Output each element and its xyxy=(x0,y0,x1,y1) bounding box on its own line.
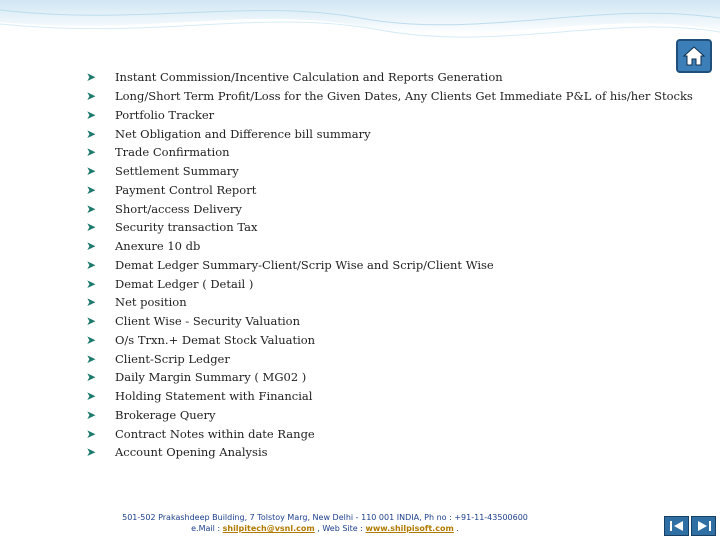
list-item xyxy=(84,199,704,218)
list-item xyxy=(84,387,704,406)
slide-navigation xyxy=(664,516,716,536)
bullet-arrow-icon: ➤ xyxy=(85,145,97,160)
list-item-text: O/s Trxn.+ Demat Stock Valuation xyxy=(115,332,316,347)
list-item xyxy=(84,237,704,256)
list-item xyxy=(84,368,704,387)
list-item xyxy=(84,349,704,368)
list-item xyxy=(84,143,704,162)
list-item-text: Trade Confirmation xyxy=(115,145,230,160)
list-item-text: Anexure 10 db xyxy=(115,239,201,254)
list-item xyxy=(84,68,704,87)
next-arrow-icon xyxy=(695,519,713,533)
list-item xyxy=(84,124,704,143)
list-item-text: Net Obligation and Difference bill summary xyxy=(115,126,371,141)
list-item-text: Holding Statement with Financial xyxy=(115,389,313,404)
prev-arrow-icon xyxy=(668,519,686,533)
list-item-text: Demat Ledger ( Detail ) xyxy=(115,276,254,291)
bullet-arrow-icon: ➤ xyxy=(85,126,97,141)
list-item-text: Brokerage Query xyxy=(115,407,216,422)
bullet-arrow-icon: ➤ xyxy=(85,89,97,104)
list-item xyxy=(84,162,704,181)
list-item xyxy=(84,312,704,331)
list-item xyxy=(84,106,704,125)
bullet-arrow-icon: ➤ xyxy=(85,314,97,329)
prev-slide-button[interactable] xyxy=(664,516,689,536)
footer-website-link[interactable]: www.shilpisoft.com xyxy=(365,524,454,533)
bullet-arrow-icon: ➤ xyxy=(85,182,97,197)
footer-website-label: , Web Site : xyxy=(314,524,366,533)
next-slide-button[interactable] xyxy=(691,516,716,536)
bullet-arrow-icon: ➤ xyxy=(85,107,97,122)
list-item xyxy=(84,406,704,425)
list-item-text: Short/access Delivery xyxy=(115,201,242,216)
bullet-arrow-icon: ➤ xyxy=(85,257,97,272)
list-item-text: Net position xyxy=(115,295,187,310)
list-item xyxy=(84,181,704,200)
bullet-arrow-icon: ➤ xyxy=(85,445,97,460)
list-item-text: Daily Margin Summary ( MG02 ) xyxy=(115,370,307,385)
list-item xyxy=(84,87,704,106)
list-item-text: Payment Control Report xyxy=(115,182,257,197)
footer xyxy=(0,512,650,534)
bullet-arrow-icon: ➤ xyxy=(85,370,97,385)
home-icon xyxy=(682,45,706,67)
bullet-arrow-icon: ➤ xyxy=(85,332,97,347)
list-item-text: Client-Scrip Ledger xyxy=(115,351,230,366)
footer-end: . xyxy=(453,524,459,533)
list-item-text: Contract Notes within date Range xyxy=(115,426,315,441)
list-item xyxy=(84,424,704,443)
list-item-text: Account Opening Analysis xyxy=(115,445,268,460)
list-item xyxy=(84,293,704,312)
footer-address: 501-502 Prakashdeep Building, 7 Tolstoy Marg, New Delhi - 110 001 INDIA, Ph no : +91-11-43500600 xyxy=(122,513,528,522)
bullet-arrow-icon: ➤ xyxy=(85,164,97,179)
bullet-arrow-icon: ➤ xyxy=(85,295,97,310)
list-item-text: Security transaction Tax xyxy=(115,220,258,235)
bullet-arrow-icon: ➤ xyxy=(85,426,97,441)
list-item-text: Settlement Summary xyxy=(115,164,239,179)
bullet-arrow-icon: ➤ xyxy=(85,220,97,235)
bullet-arrow-icon: ➤ xyxy=(85,389,97,404)
bullet-arrow-icon: ➤ xyxy=(85,239,97,254)
bullet-arrow-icon: ➤ xyxy=(85,70,97,85)
list-item-text: Instant Commission/Incentive Calculation and Reports Generation xyxy=(115,70,503,85)
footer-email-label: e.Mail : xyxy=(191,524,223,533)
bullet-arrow-icon: ➤ xyxy=(85,276,97,291)
footer-email-link[interactable]: shilpitech@vsnl.com xyxy=(222,524,315,533)
list-item xyxy=(84,274,704,293)
list-item-text: Client Wise - Security Valuation xyxy=(115,314,300,329)
list-item-text: Long/Short Term Profit/Loss for the Given Dates, Any Clients Get Immediate P&L of his/her Stocks xyxy=(115,89,693,104)
list-item xyxy=(84,256,704,275)
list-item xyxy=(84,331,704,350)
list-item-text: Demat Ledger Summary-Client/Scrip Wise and Scrip/Client Wise xyxy=(115,257,494,272)
list-item xyxy=(84,443,704,462)
list-item xyxy=(84,218,704,237)
bullet-arrow-icon: ➤ xyxy=(85,201,97,216)
bullet-arrow-icon: ➤ xyxy=(85,407,97,422)
footer-contact xyxy=(0,523,650,534)
list-item-text: Portfolio Tracker xyxy=(115,107,215,122)
feature-list xyxy=(84,68,704,462)
bullet-arrow-icon: ➤ xyxy=(85,351,97,366)
